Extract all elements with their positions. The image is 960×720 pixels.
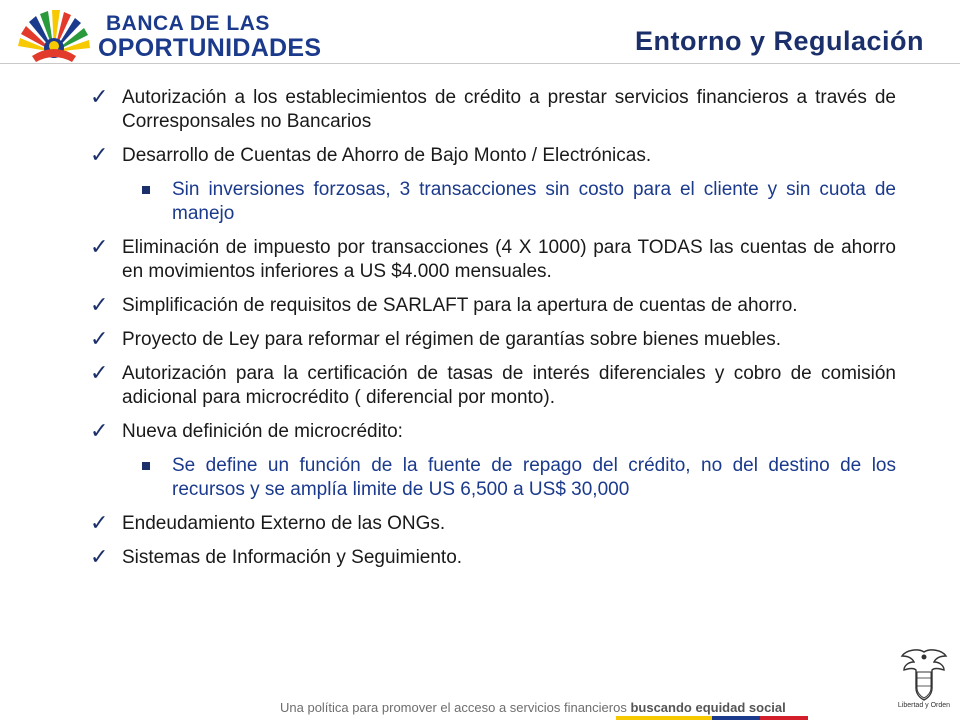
checkmark-icon: ✓ [90, 234, 109, 259]
header-divider [0, 63, 960, 64]
list-item-sistemas [90, 546, 896, 570]
footer-tagline [280, 700, 786, 715]
checkmark-icon: ✓ [90, 142, 109, 167]
flag-stripe [616, 716, 808, 720]
footer-text: Una política para promover el acceso a servicios financieros [280, 700, 631, 715]
list-item-text: Proyecto de Ley para reformar el régimen de garantías sobre bienes muebles. [122, 329, 782, 350]
list-item-corresponsales [90, 86, 896, 134]
sub-item-sin-inversiones [90, 178, 896, 226]
sub-item-funcion [90, 454, 896, 502]
flag-red-stripe [760, 716, 808, 720]
bank-logo [14, 6, 322, 64]
list-item-cuentas-ahorro [90, 144, 896, 168]
checkmark-icon: ✓ [90, 84, 109, 109]
list-item-text: Endeudamiento Externo de las ONGs. [122, 513, 446, 534]
checkmark-icon: ✓ [90, 326, 109, 351]
list-item-text: Simplificación de requisitos de SARLAFT para la apertura de cuentas de ahorro. [122, 295, 798, 316]
coat-of-arms-icon [896, 648, 952, 702]
checkmark-icon: ✓ [90, 418, 109, 443]
list-item-endeudamiento [90, 512, 896, 536]
sunburst-logo-icon [14, 6, 94, 64]
checkmark-icon: ✓ [90, 544, 109, 569]
list-item-microcredito [90, 420, 896, 444]
list-item-proyecto-ley [90, 328, 896, 352]
square-bullet-icon [142, 462, 150, 470]
slide-title: Entorno y Regulación [634, 26, 924, 56]
list-item-text: Eliminación de impuesto por transacciones (4 X 1000) para TODAS las cuentas de ahorro en movimientos inferiores a US $4.000 mensuales. [122, 237, 896, 282]
square-bullet-icon [142, 186, 150, 194]
list-item-text: Autorización a los establecimientos de crédito a prestar servicios financieros a través de Corresponsales no Bancarios [122, 87, 896, 132]
list-item-impuesto [90, 236, 896, 284]
list-item-text: Nueva definición de microcrédito: [122, 421, 403, 442]
emblem-caption: Libertad y Orden [897, 702, 951, 709]
list-item-text: Autorización para la certificación de tasas de interés diferenciales y cobro de comisión adicional para microcrédito ( diferencial por monto). [122, 363, 896, 408]
list-item-tasas [90, 362, 896, 410]
list-item-text: Desarrollo de Cuentas de Ahorro de Bajo Monto / Electrónicas. [122, 145, 652, 166]
sub-item-text: Sin inversiones forzosas, 3 transacciones sin costo para el cliente y sin cuota de manejo [172, 179, 896, 224]
bullet-list [90, 86, 896, 580]
checkmark-icon: ✓ [90, 292, 109, 317]
flag-yellow-stripe [616, 716, 712, 720]
flag-blue-stripe [712, 716, 760, 720]
logo-line2: OPORTUNIDADES [98, 34, 322, 62]
coat-of-arms [896, 648, 952, 714]
sub-item-text: Se define un función de la fuente de repago del crédito, no del destino de los recursos y se amplía limite de US 6,500 a US$ 30,000 [172, 455, 896, 500]
checkmark-icon: ✓ [90, 360, 109, 385]
list-item-sarlaft [90, 294, 896, 318]
footer-emphasis: buscando equidad social [630, 700, 786, 715]
checkmark-icon: ✓ [90, 510, 109, 535]
logo-line1: BANCA DE LAS [106, 12, 270, 35]
list-item-text: Sistemas de Información y Seguimiento. [122, 547, 463, 568]
